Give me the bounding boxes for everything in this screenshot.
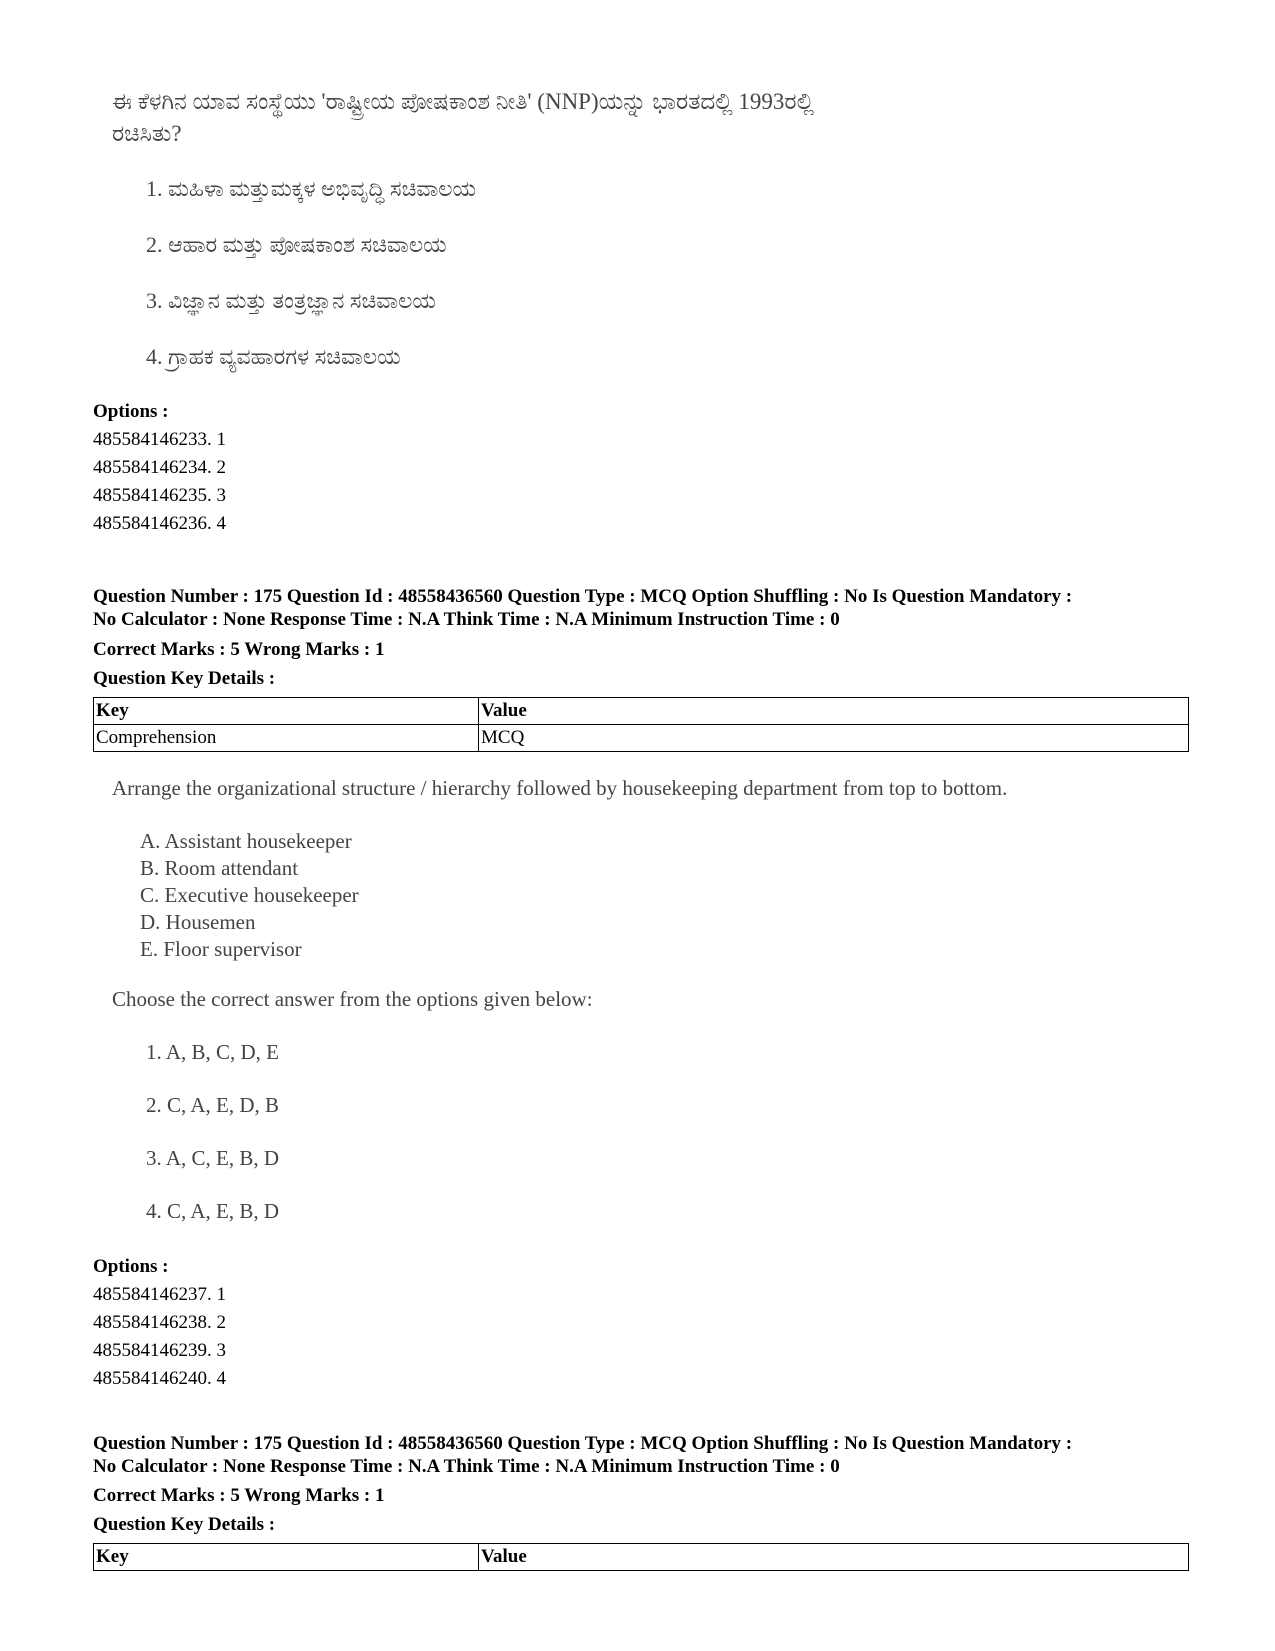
q2-item: A. Assistant housekeeper (140, 829, 352, 853)
table-row (94, 1544, 1189, 1571)
q3-key-details-label: Question Key Details : (93, 1514, 276, 1535)
q3-meta-line1: Question Number : 175 Question Id : 48558436560 Question Type : MCQ Option Shuffling : No Is Question Mandatory : (93, 1433, 1073, 1454)
q3-key-table (93, 1543, 1189, 1571)
table-row (94, 698, 1189, 725)
q1-option: 485584146234. 2 (93, 457, 226, 478)
q1-question-text (112, 86, 814, 150)
table-header-value: Value (479, 698, 1189, 725)
q2-choice: 3. A, C, E, B, D (146, 1146, 280, 1170)
table-row (94, 725, 1189, 752)
q1-option: 485584146236. 4 (93, 513, 226, 534)
q2-key-details-label: Question Key Details : (93, 668, 276, 689)
q2-item: E. Floor supervisor (140, 937, 302, 961)
q2-option: 485584146240. 4 (93, 1368, 226, 1389)
q3-meta (93, 1432, 1193, 1478)
q1-options-block (93, 398, 226, 538)
q2-meta (93, 585, 1193, 631)
q1-options-label: Options : (93, 401, 169, 422)
table-header-key: Key (94, 698, 479, 725)
q2-key-table (93, 697, 1189, 752)
q2-choice: 2. C, A, E, D, B (146, 1093, 280, 1117)
q1-question-line2: ರಚಿಸಿತು? (112, 121, 182, 146)
q1-choice: 3. ವಿಜ್ಞಾನ ಮತ್ತು ತಂತ್ರಜ್ಞಾನ ಸಚಿವಾಲಯ (146, 288, 436, 313)
q2-option: 485584146237. 1 (93, 1284, 226, 1305)
q2-meta-line1: Question Number : 175 Question Id : 48558436560 Question Type : MCQ Option Shuffling : No Is Question Mandatory : (93, 586, 1073, 607)
q3-meta-line2: No Calculator : None Response Time : N.A Think Time : N.A Minimum Instruction Time : 0 (93, 1456, 840, 1477)
q3-marks: Correct Marks : 5 Wrong Marks : 1 (93, 1485, 385, 1506)
q2-meta-line2: No Calculator : None Response Time : N.A Think Time : N.A Minimum Instruction Time : 0 (93, 609, 840, 630)
table-header-value: Value (479, 1544, 1189, 1571)
q1-question-line1: ಈ ಕೆಳಗಿನ ಯಾವ ಸಂಸ್ಥೆಯು 'ರಾಷ್ಟ್ರೀಯ ಪೋಷಕಾಂಶ ನೀತಿ' (NNP)ಯನ್ನು ಭಾರತದಲ್ಲಿ 1993ರಲ್ಲಿ (112, 89, 814, 114)
q2-marks: Correct Marks : 5 Wrong Marks : 1 (93, 639, 385, 660)
q2-options-block (93, 1253, 226, 1393)
q2-instruction: Choose the correct answer from the options given below: (112, 987, 593, 1011)
table-cell-key: Comprehension (94, 725, 479, 752)
q1-choice: 4. ಗ್ರಾಹಕ ವ್ಯವಹಾರಗಳ ಸಚಿವಾಲಯ (146, 344, 401, 369)
q2-question-text: Arrange the organizational structure / hierarchy followed by housekeeping department from top to bottom. (112, 776, 1008, 800)
q2-item: C. Executive housekeeper (140, 883, 359, 907)
q2-options-label: Options : (93, 1256, 169, 1277)
q2-item: D. Housemen (140, 910, 256, 934)
q2-item: B. Room attendant (140, 856, 299, 880)
q2-choice: 1. A, B, C, D, E (146, 1040, 280, 1064)
q2-option: 485584146238. 2 (93, 1312, 226, 1333)
table-header-key: Key (94, 1544, 479, 1571)
q1-option: 485584146233. 1 (93, 429, 226, 450)
q2-items (140, 828, 359, 963)
q1-choice: 1. ಮಹಿಳಾ ಮತ್ತುಮಕ್ಕಳ ಅಭಿವೃದ್ಧಿ ಸಚಿವಾಲಯ (146, 176, 477, 201)
q1-choice: 2. ಆಹಾರ ಮತ್ತು ಪೋಷಕಾಂಶ ಸಚಿವಾಲಯ (146, 232, 447, 257)
q1-option: 485584146235. 3 (93, 485, 226, 506)
q2-choice: 4. C, A, E, B, D (146, 1199, 280, 1223)
table-cell-value: MCQ (479, 725, 1189, 752)
q2-option: 485584146239. 3 (93, 1340, 226, 1361)
